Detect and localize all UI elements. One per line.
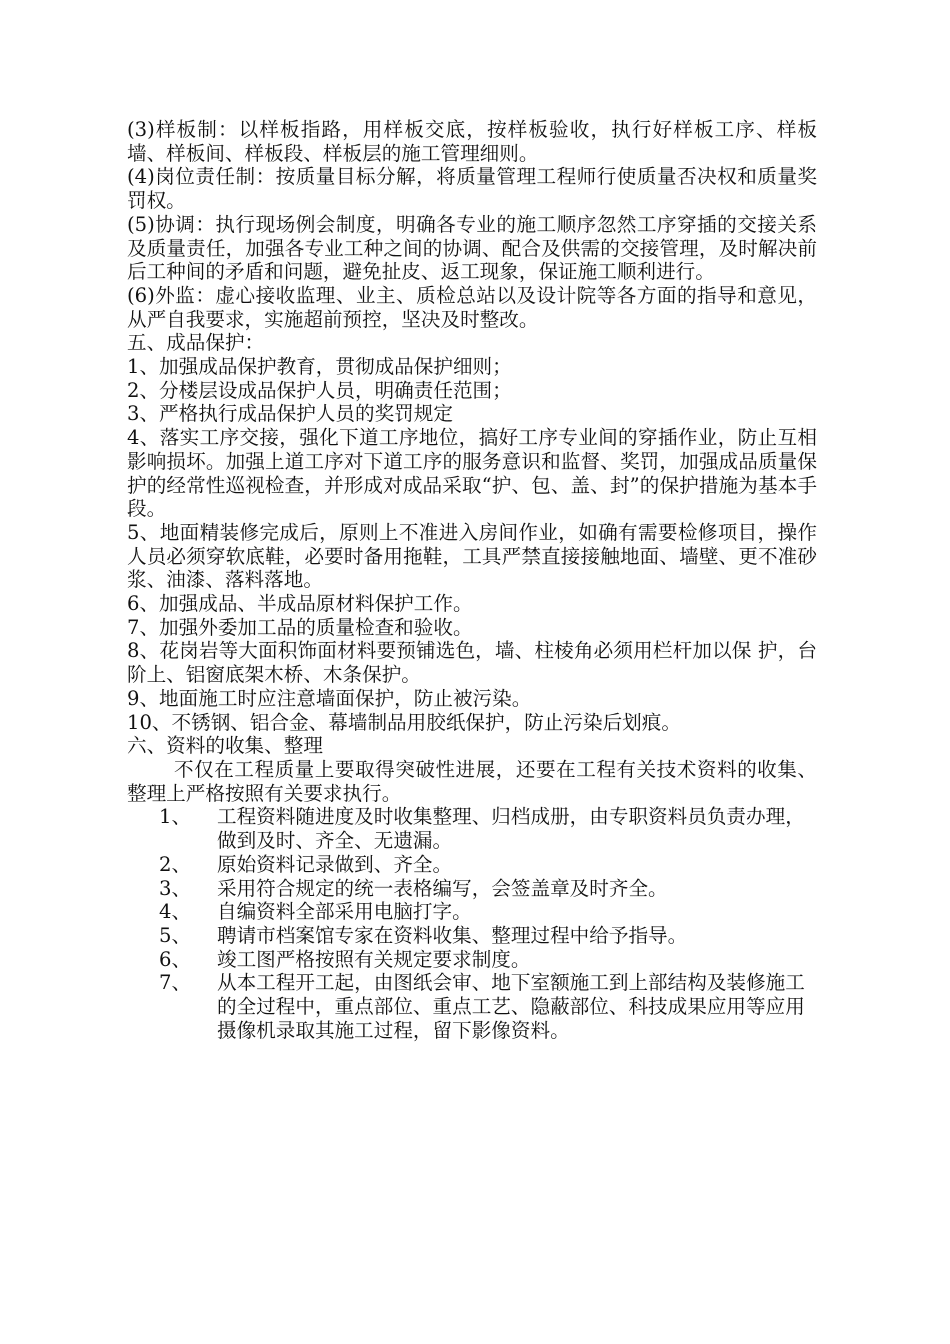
list-item-text: 原始资料记录做到、齐全。 — [217, 852, 453, 876]
list-item — [127, 805, 817, 852]
section-heading-documents: 六、资料的收集、整理 — [127, 734, 323, 758]
paragraph-sample-system: (3)样板制：以样板指路，用样板交底，按样板验收，执行好样板工序、样板墙、样板间、样板段、样板层的施工管理细则。 — [127, 118, 817, 165]
list-item-number: 3、 — [159, 876, 192, 900]
list-item — [127, 853, 817, 877]
document-body — [127, 118, 817, 1042]
protection-item-7: 7、加强外委加工品的质量检查和验收。 — [127, 615, 473, 639]
list-item-text: 聘请市档案馆专家在资料收集、整理过程中给予指导。 — [217, 923, 688, 947]
list-item-text: 采用符合规定的统一表格编写，会签盖章及时齐全。 — [217, 876, 668, 900]
protection-item-5: 5、地面精装修完成后，原则上不准进入房间作业，如确有需要检修项目，操作人员必须穿软底鞋，必要时备用拖鞋，工具严禁直接接触地面、墙壁、更不准砂浆、油漆、落料落地。 — [127, 520, 817, 592]
list-item-text: 工程资料随进度及时收集整理、归档成册，由专职资料员负责办理，做到及时、齐全、无遗漏。 — [217, 805, 805, 853]
list-item — [127, 971, 817, 1042]
list-item-number: 6、 — [159, 947, 192, 971]
list-item-text: 自编资料全部采用电脑打字。 — [217, 900, 472, 924]
protection-item-8: 8、花岗岩等大面积饰面材料要预铺选色，墙、柱棱角必须用栏杆加以保 护，台阶上、铝窗底架木桥、木条保护。 — [127, 639, 817, 687]
protection-item-4: 4、落实工序交接，强化下道工序地位，搞好工序专业间的穿插作业，防止互相影响损坏。加强上道工序对下道工序的服务意识和监督、奖罚，加强成品质量保护的经常性巡视检查，并形成对成品采取“护、包、盖、封”的保护措施为基本手段。 — [127, 426, 817, 521]
protection-item-9: 9、地面施工时应注意墙面保护，防止被污染。 — [127, 686, 532, 710]
protection-item-2: 2、分楼层设成品保护人员，明确责任范围； — [127, 378, 512, 402]
list-item-text: 从本工程开工起，由图纸会审、地下室额施工到上部结构及装修施工的全过程中，重点部位、重点工艺、隐蔽部位、科技成果应用等应用摄像机录取其施工过程，留下影像资料。 — [217, 971, 805, 1042]
list-item-text: 竣工图严格按照有关规定要求制度。 — [217, 947, 531, 971]
list-item-number: 4、 — [159, 900, 192, 924]
list-item-number: 2、 — [159, 852, 192, 876]
list-item-number: 5、 — [159, 923, 192, 947]
paragraph-documents-intro: 不仅在工程质量上要取得突破性进展，还要在工程有关技术资料的收集、整理上严格按照有关要求执行。 — [127, 757, 817, 805]
list-item — [127, 924, 817, 948]
list-item-number: 7、 — [159, 971, 192, 995]
protection-item-3: 3、严格执行成品保护人员的奖罚规定 — [127, 402, 453, 426]
protection-item-10: 10、不锈钢、铝合金、幕墙制品用胶纸保护，防止污染后划痕。 — [127, 710, 681, 734]
protection-item-1: 1、加强成品保护教育，贯彻成品保护细则； — [127, 355, 512, 379]
list-item-number: 1、 — [159, 805, 192, 829]
list-item — [127, 948, 817, 972]
paragraph-external-supervision: (6)外监：虚心接收监理、业主、质检总站以及设计院等各方面的指导和意见，从严自我要求，实施超前预控，坚决及时整改。 — [127, 283, 817, 331]
paragraph-post-responsibility: (4)岗位责任制：按质量目标分解，将质量管理工程师行使质量否决权和质量奖罚权。 — [127, 165, 817, 213]
documents-list — [127, 805, 817, 1042]
paragraph-coordination: (5)协调：执行现场例会制度，明确各专业的施工顺序忽然工序穿插的交接关系及质量责任，加强各专业工种之间的协调、配合及供需的交接管理，及时解决前后工种间的矛盾和问题，避免扯皮、返工现象，保证施工顺利进行。 — [127, 212, 817, 284]
protection-item-6: 6、加强成品、半成品原材料保护工作。 — [127, 592, 473, 616]
list-item — [127, 877, 817, 901]
list-item — [127, 900, 817, 924]
section-heading-product-protection: 五、成品保护： — [127, 331, 265, 355]
